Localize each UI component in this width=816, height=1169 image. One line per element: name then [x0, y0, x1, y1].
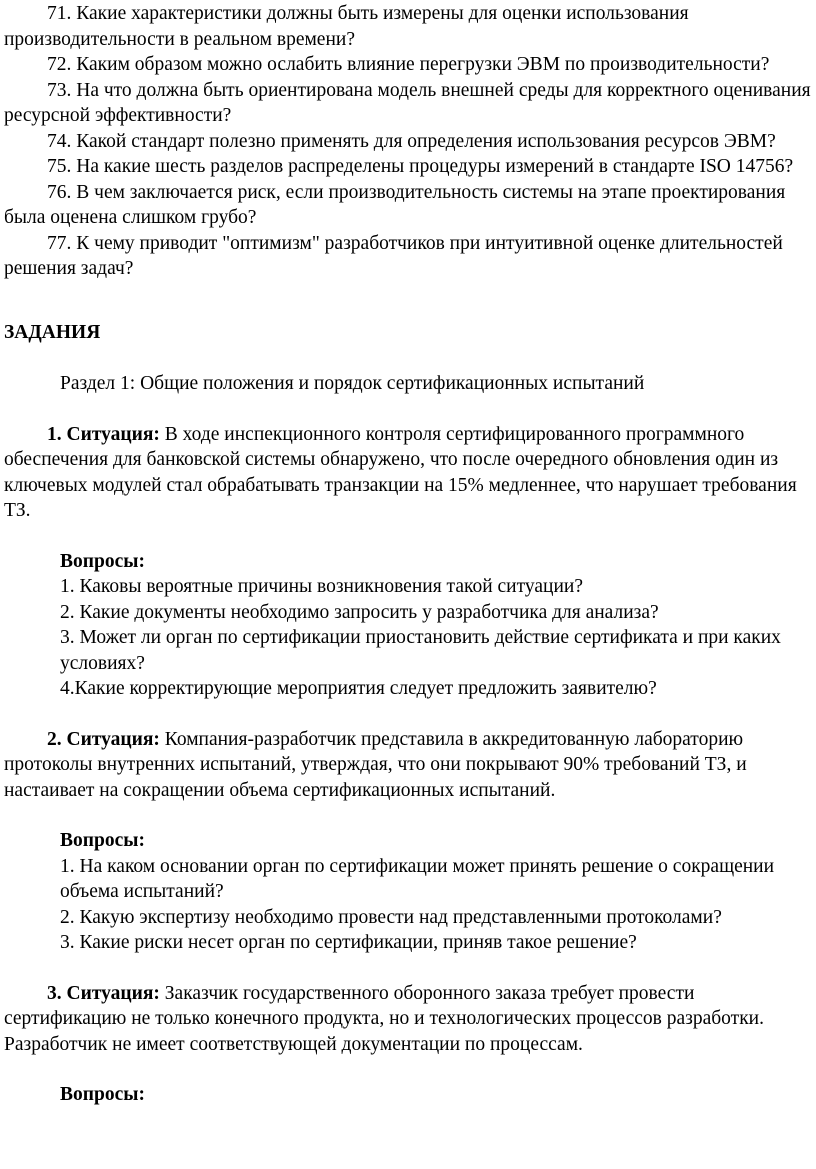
- situation-1: [4, 422, 812, 524]
- situation-3-label: 3. Ситуация:: [47, 982, 160, 1004]
- situation-2-question-2: 2. Какую экспертизу необходимо провести над представленными протоколами?: [60, 906, 722, 928]
- question-75: 75. На какие шесть разделов распределены процедуры измерений в стандарте ISO 14756?: [47, 156, 794, 177]
- section-title: Раздел 1: Общие положения и порядок сертификационных испытаний: [60, 373, 645, 394]
- situation-1-question-2: 2. Какие документы необходимо запросить у разработчика для анализа?: [60, 601, 659, 623]
- situation-1-label: 1. Ситуация:: [47, 423, 160, 445]
- question-74: 74. Какой стандарт полезно применять для определения использования ресурсов ЭВМ?: [47, 130, 776, 152]
- question-73: 73. На что должна быть ориентирована модель внешней среды для корректного оценивания ресурсной эффективности?: [4, 79, 811, 126]
- situation-2-label: 2. Ситуация:: [47, 728, 160, 750]
- situation-3-questions-label: Вопросы:: [60, 1084, 145, 1105]
- situation-2-questions-label: Вопросы:: [60, 830, 145, 851]
- document-page: [4, 1, 812, 1108]
- tasks-heading: ЗАДАНИЯ: [4, 321, 101, 343]
- situation-2-text: Компания-разработчик представила в аккредитованную лабораторию протоколы внутренних испытаний, утверждая, что они покрывают 90% требований ТЗ, и настаивает на сокращении объема сертификационных испытаний.: [4, 728, 747, 801]
- situation-2-question-3: 3. Какие риски несет орган по сертификации, приняв такое решение?: [60, 932, 637, 953]
- situation-2-question-1: 1. На каком основании орган по сертификации может принять решение о сокращении объема испытаний?: [60, 855, 775, 902]
- question-71: 71. Какие характеристики должны быть измерены для оценки использования производительности в реальном времени?: [4, 3, 689, 50]
- situation-1-questions-label: Вопросы:: [60, 550, 145, 572]
- situation-2: [4, 727, 812, 804]
- situation-3: [4, 981, 812, 1058]
- question-72: 72. Каким образом можно ослабить влияние перегрузки ЭВМ по производительности?: [47, 54, 770, 75]
- question-77: 77. К чему приводит "оптимизм" разработчиков при интуитивной оценке длительностей решения задач?: [4, 232, 783, 279]
- situation-1-question-4: 4.Какие корректирующие мероприятия следует предложить заявителю?: [60, 678, 657, 699]
- question-76: 76. В чем заключается риск, если производительность системы на этапе проектирования была оценена слишком грубо?: [4, 181, 786, 228]
- situation-1-text: В ходе инспекционного контроля сертифицированного программного обеспечения для банковской системы обнаружено, что после очередного обновления один из ключевых модулей стал обрабатывать транзакции на 15% медленнее, что нарушает требования ТЗ.: [4, 423, 797, 521]
- situation-1-question-3: 3. Может ли орган по сертификации приостановить действие сертификата и при каких условиях?: [60, 627, 781, 674]
- situation-3-text: Заказчик государственного оборонного заказа требует провести сертификацию не только конечного продукта, но и технологических процессов разработки. Разработчик не имеет соответствующей документации по процессам.: [4, 982, 764, 1055]
- situation-1-question-1: 1. Каковы вероятные причины возникновения такой ситуации?: [60, 576, 583, 597]
